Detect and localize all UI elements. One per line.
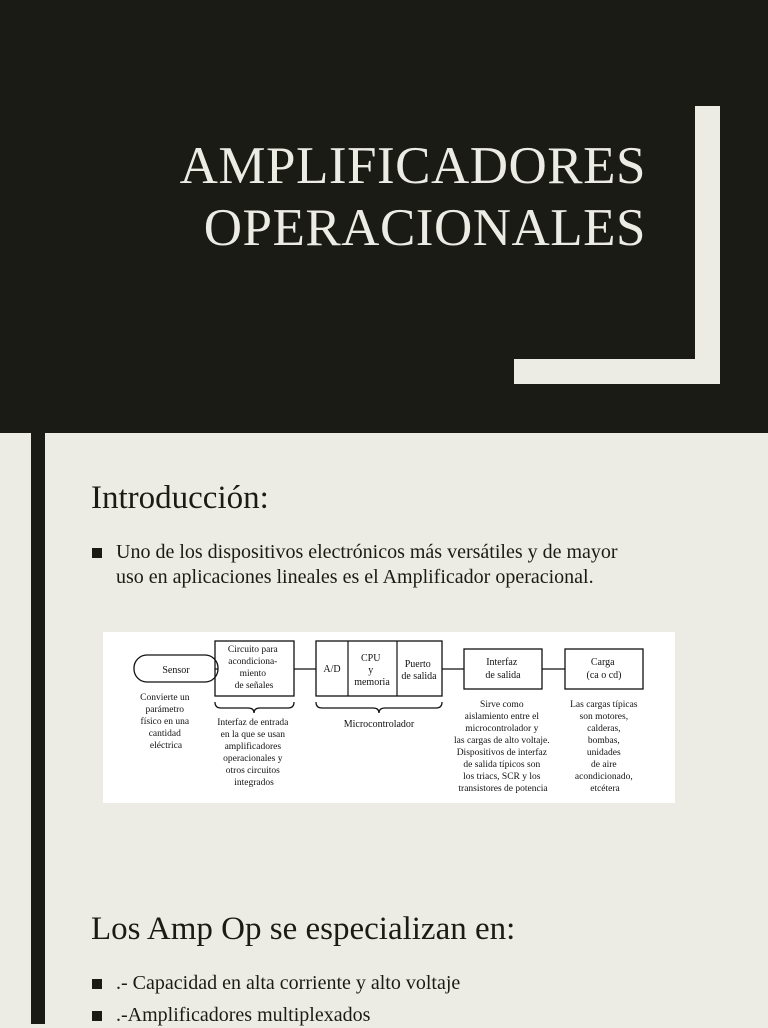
intro-heading: Introducción: bbox=[91, 480, 269, 516]
port-label: Puerto de salida bbox=[401, 659, 437, 682]
decorative-left-bar bbox=[31, 433, 45, 1024]
content-slide bbox=[0, 433, 768, 1024]
specialization-heading: Los Amp Op se especializan en: bbox=[91, 911, 516, 947]
output-interface-label: Interfaz de salida bbox=[485, 657, 521, 681]
load-description: Las cargas típicas son motores, calderas, bombas, unidades de aire acondicionado, etcétera bbox=[570, 700, 638, 794]
ad-label: A/D bbox=[323, 664, 341, 675]
bullet-square-icon bbox=[92, 548, 102, 558]
conditioning-brace bbox=[215, 702, 294, 713]
spec-bullet-1-text: .- Capacidad en alta corriente y alto voltaje bbox=[116, 972, 461, 994]
conditioning-description: Interfaz de entrada en la que se usan amplificadores operacionales y otros circuitos integrados bbox=[217, 718, 289, 788]
block-diagram-figure bbox=[103, 632, 675, 803]
microcontroller-brace bbox=[316, 702, 442, 713]
intro-bullet-line-1: Uno de los dispositivos electrónicos más versátiles y de mayor bbox=[116, 541, 618, 563]
title-slide bbox=[0, 0, 768, 433]
decorative-bracket-vertical bbox=[695, 106, 720, 384]
title-line-2: OPERACIONALES bbox=[203, 199, 646, 257]
conditioning-label: Circuito para acondiciona- miento de señales bbox=[227, 645, 278, 691]
output-interface-description: Sirve como aislamiento entre el microcontrolador y las cargas de alto voltaje. Dispositivos de interfaz de salida típicos son los triacs, SCR y los transistores de potencia bbox=[454, 700, 550, 794]
decorative-bracket-horizontal bbox=[514, 359, 720, 384]
title-line-1: AMPLIFICADORES bbox=[179, 137, 646, 195]
intro-bullet-text bbox=[116, 540, 618, 590]
spec-bullet-2-text: .-Amplificadores multiplexados bbox=[116, 1004, 371, 1026]
sensor-description: Convierte un parámetro físico en una cantidad eléctrica bbox=[140, 693, 190, 751]
cpu-label: CPU y memoria bbox=[354, 653, 390, 688]
load-block bbox=[565, 649, 643, 689]
microcontroller-label: Microcontrolador bbox=[343, 719, 415, 730]
block-diagram bbox=[103, 632, 675, 803]
load-label: Carga (ca o cd) bbox=[586, 657, 622, 681]
sensor-label: Sensor bbox=[162, 665, 190, 676]
bullet-square-icon bbox=[92, 979, 102, 989]
slide-title bbox=[180, 135, 646, 259]
output-interface-block bbox=[464, 649, 542, 689]
intro-bullet-line-2: uso en aplicaciones lineales es el Amplificador operacional. bbox=[116, 566, 594, 588]
bullet-square-icon bbox=[92, 1011, 102, 1021]
